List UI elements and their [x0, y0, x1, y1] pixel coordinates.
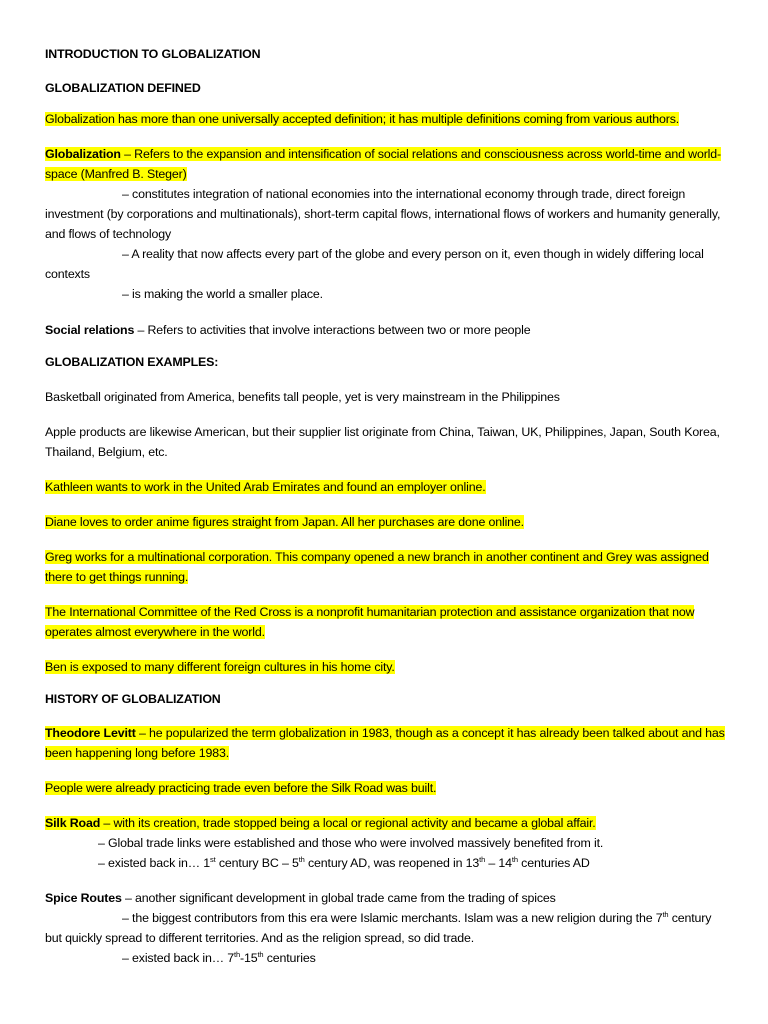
definition-intro — [45, 109, 728, 129]
social-relations-definition — [45, 320, 728, 340]
social-relations-term: Social relations — [45, 323, 135, 337]
spice-routes-term: Spice Routes — [45, 891, 122, 905]
spice-sub2-sup2: th — [257, 950, 264, 959]
silk-road-def: – with its creation, trade stopped being a local or regional activity and became a global affair. — [100, 816, 596, 830]
example-basketball: Basketball originated from America, benefits tall people, yet is very mainstream in the Philippines — [45, 390, 560, 404]
silk-sub2-part-d: – 14 — [485, 856, 512, 870]
history-trade — [45, 778, 728, 798]
spice-routes-def: – another significant development in global trade came from the trading of spices — [121, 891, 556, 905]
globalization-term: Globalization — [45, 147, 121, 161]
globalization-def1: – Refers to the expansion and intensification of social relations and consciousness across world-time and world-space (Manfred B. Steger) — [45, 147, 721, 181]
example-ben — [45, 657, 728, 677]
silk-sub2-part-a: – existed back in… 1 — [98, 856, 211, 870]
silk-road-term: Silk Road — [45, 816, 101, 830]
spice-sub1-part-a: – the biggest contributors from this era were Islamic merchants. Islam was a new religion during the 7 — [122, 911, 663, 925]
globalization-def3: – A reality that now affects every part of the globe and every person on it, even though in widely differing local contexts — [45, 247, 704, 281]
example-ben-text: Ben is exposed to many different foreign cultures in his home city. — [45, 660, 395, 674]
silk-sub2-sup2: th — [298, 855, 305, 864]
silk-road-sub2 — [45, 853, 728, 873]
globalization-def2: – constitutes integration of national economies into the international economy through trade, direct foreign investment (by corporations and multinationals), short-term capital flows, international flows of workers and humanity generally, and flows of technology — [45, 187, 721, 241]
example-icrc — [45, 602, 728, 642]
silk-sub2-sup1: st — [210, 855, 216, 864]
silk-sub2-sup3: th — [479, 855, 486, 864]
document-title: INTRODUCTION TO GLOBALIZATION — [45, 47, 261, 61]
section-heading-examples: GLOBALIZATION EXAMPLES: — [45, 355, 219, 369]
levitt-highlight — [45, 726, 725, 760]
example-kathleen — [45, 477, 728, 497]
example-greg — [45, 547, 728, 587]
globalization-def-highlight — [45, 147, 721, 181]
globalization-def2-start — [187, 167, 264, 181]
spice-sub1-part-b: century but quickly spread to different territories. And as the religion spread, so did trade. — [45, 911, 712, 945]
globalization-def4: – is making the world a smaller place. — [122, 287, 323, 301]
silk-sub2-part-e: centuries AD — [517, 856, 590, 870]
history-levitt — [45, 723, 728, 763]
globalization-definition — [45, 144, 728, 304]
spice-sub2-part-a: – existed back in… 7 — [122, 951, 235, 965]
example-icrc-text: The International Committee of the Red Cross is a nonprofit humanitarian protection and assistance organization that now operates almost everywhere in the world. — [45, 605, 695, 639]
silk-road-highlight — [45, 816, 596, 830]
section-heading-history: HISTORY OF GLOBALIZATION — [45, 692, 221, 706]
spice-routes-sub2 — [45, 948, 728, 968]
example-apple: Apple products are likewise American, but their supplier list originate from China, Taiwan, UK, Philippines, Japan, South Korea, Thailand, Belgium, etc. — [45, 425, 720, 459]
silk-sub2-part-b: century BC – 5 — [215, 856, 299, 870]
spice-sub2-sup1: th — [234, 950, 240, 959]
spice-sub2-part-c: centuries — [263, 951, 316, 965]
silk-sub2-sup4: th — [511, 855, 518, 864]
example-diane-text: Diane loves to order anime figures straight from Japan. All her purchases are done online. — [45, 515, 524, 529]
levitt-def: – he popularized the term globalization in 1983, though as a concept it has already been talked about and has been happening long before 1983. — [45, 726, 725, 760]
example-greg-text: Greg works for a multinational corporation. This company opened a new branch in another continent and Grey was assigned there to get things running. — [45, 550, 709, 584]
spice-sub1-sup: th — [662, 910, 669, 919]
intro-text: Globalization has more than one universally accepted definition; it has multiple definitions coming from various authors. — [45, 112, 680, 126]
trade-text: People were already practicing trade even before the Silk Road was built. — [45, 781, 437, 795]
spice-sub2-part-b: -15 — [240, 951, 258, 965]
history-spice-routes — [45, 888, 728, 968]
history-silk-road — [45, 813, 728, 873]
spice-routes-sub1 — [45, 908, 728, 948]
silk-sub2-part-c: century AD, was reopened in 13 — [304, 856, 480, 870]
levitt-term: Theodore Levitt — [45, 726, 136, 740]
section-heading-defined: GLOBALIZATION DEFINED — [45, 81, 201, 95]
silk-road-sub1: – Global trade links were established and those who were involved massively benefited from it. — [98, 836, 604, 850]
example-kathleen-text: Kathleen wants to work in the United Arab Emirates and found an employer online. — [45, 480, 486, 494]
social-relations-def: – Refers to activities that involve interactions between two or more people — [134, 323, 531, 337]
example-diane — [45, 512, 728, 532]
